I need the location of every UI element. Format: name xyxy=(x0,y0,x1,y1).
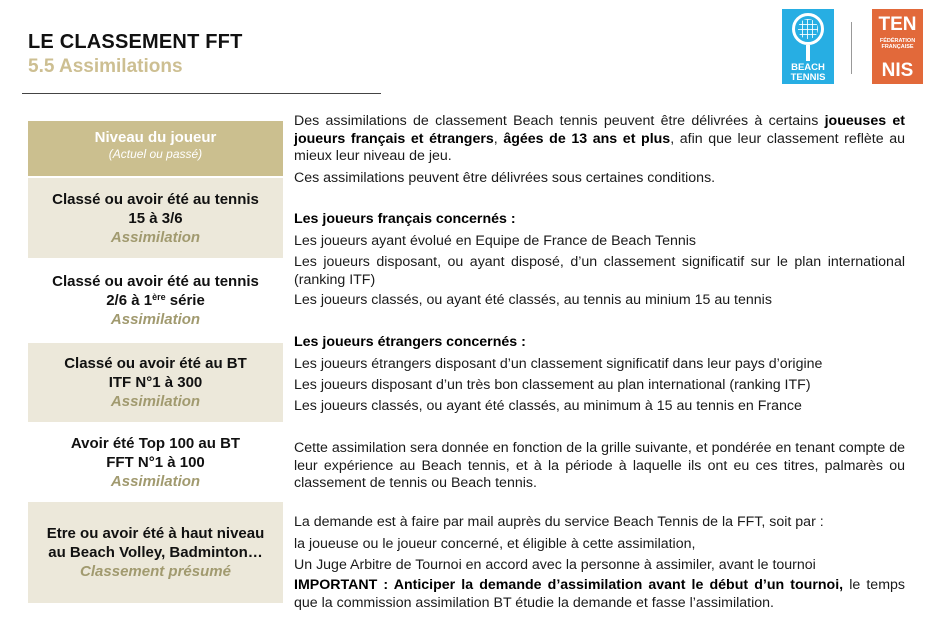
row-line2: au Beach Volley, Badminton… xyxy=(48,544,263,561)
foreign-players-title: Les joueurs étrangers concernés : xyxy=(294,334,526,350)
title-divider xyxy=(22,93,381,94)
request-item: Un Juge Arbitre de Tournoi en accord avec la personne à assimiler, avant le tournoi xyxy=(294,557,816,573)
table-row xyxy=(28,343,283,422)
row-line2: ITF N°1 à 300 xyxy=(108,374,203,391)
row-line1: Avoir été Top 100 au BT xyxy=(70,434,241,452)
row-line1: Etre ou avoir été à haut niveau xyxy=(46,525,265,542)
french-item: Les joueurs classés, ou ayant été classés, au tennis au minium 15 au tennis xyxy=(294,292,772,308)
page-subtitle: 5.5 Assimilations xyxy=(28,56,183,77)
row-line2: FFT N°1 à 100 xyxy=(106,453,205,471)
row-line1: Classé ou avoir été au tennis xyxy=(52,273,259,290)
french-players-title: Les joueurs français concernés : xyxy=(294,211,516,227)
intro-paragraph: Des assimilations de classement Beach tennis peuvent être délivrées à certains joueuses et joueurs français et étrangers, âgées de 13 ans et plus, afin que leur classement reflète au mieux leur niveau de jeu. xyxy=(294,113,906,164)
fft-logo-line2: NIS xyxy=(881,60,914,81)
beach-logo-line1: BEACH xyxy=(791,62,825,73)
grid-paragraph: Cette assimilation sera donnée en fonction de la grille suivante, et pondérée en tenant compte de leur expérience au Beach tennis, et à la période à laquelle ils ont eu ces titres, palmarès ou classement de tennis ou Beach tennis. xyxy=(294,440,905,491)
fft-fed-line1: FÉDÉRATION xyxy=(879,38,916,44)
logo-divider xyxy=(851,22,852,74)
fft-logo-federation xyxy=(875,38,920,50)
table-row xyxy=(28,502,283,603)
racket-icon xyxy=(792,13,824,45)
beach-tennis-logo xyxy=(782,9,834,84)
row-line2: 2/6 à 1ère série xyxy=(106,292,205,309)
row-result: Classement présumé xyxy=(80,563,231,580)
important-note: IMPORTANT : Anticiper la demande d’assimilation avant le début d’un tournoi, le temps que la commission assimilation BT étudie la demande et fasse l’assimilation. xyxy=(294,577,906,611)
row-result: Assimilation xyxy=(110,472,201,490)
fft-fed-line2: FRANÇAISE xyxy=(881,44,914,50)
french-item: Les joueurs disposant, ou ayant disposé, d’un classement significatif sur le plan international (ranking ITF) xyxy=(294,254,905,288)
level-table-header xyxy=(28,121,283,176)
page-title: LE CLASSEMENT FFT xyxy=(28,31,243,53)
foreign-item: Les joueurs étrangers disposant d’un classement significatif dans leur pays d’origine xyxy=(294,356,823,372)
fft-logo-line1: TEN xyxy=(878,14,917,35)
conditions-text: Ces assimilations peuvent être délivrées sous certaines conditions. xyxy=(294,170,716,186)
row-result: Assimilation xyxy=(110,228,201,246)
row-result: Assimilation xyxy=(110,393,201,410)
racket-handle-icon xyxy=(806,45,810,61)
row-result: Assimilation xyxy=(110,311,201,328)
foreign-item: Les joueurs classés, ou ayant été classés, au minimum à 15 au tennis en France xyxy=(294,398,802,414)
fft-tennis-logo xyxy=(872,9,923,84)
table-row xyxy=(28,260,283,341)
beach-logo-line2: TENNIS xyxy=(790,72,826,83)
row-line1: Classé ou avoir été au BT xyxy=(64,355,247,372)
row-line1: Classé ou avoir été au tennis xyxy=(52,190,259,208)
french-item: Les joueurs ayant évolué en Equipe de France de Beach Tennis xyxy=(294,233,696,249)
row-line2: 15 à 3/6 xyxy=(128,209,183,227)
request-item: la joueuse ou le joueur concerné, et éligible à cette assimilation, xyxy=(294,536,696,552)
foreign-item: Les joueurs disposant d’un très bon classement au plan international (ranking ITF) xyxy=(294,377,811,393)
table-row xyxy=(28,178,283,258)
header-title: Niveau du joueur xyxy=(94,129,217,146)
table-row xyxy=(28,424,283,500)
request-text: La demande est à faire par mail auprès du service Beach Tennis de la FFT, soit par : xyxy=(294,514,824,530)
header-subtitle: (Actuel ou passé) xyxy=(108,147,203,161)
